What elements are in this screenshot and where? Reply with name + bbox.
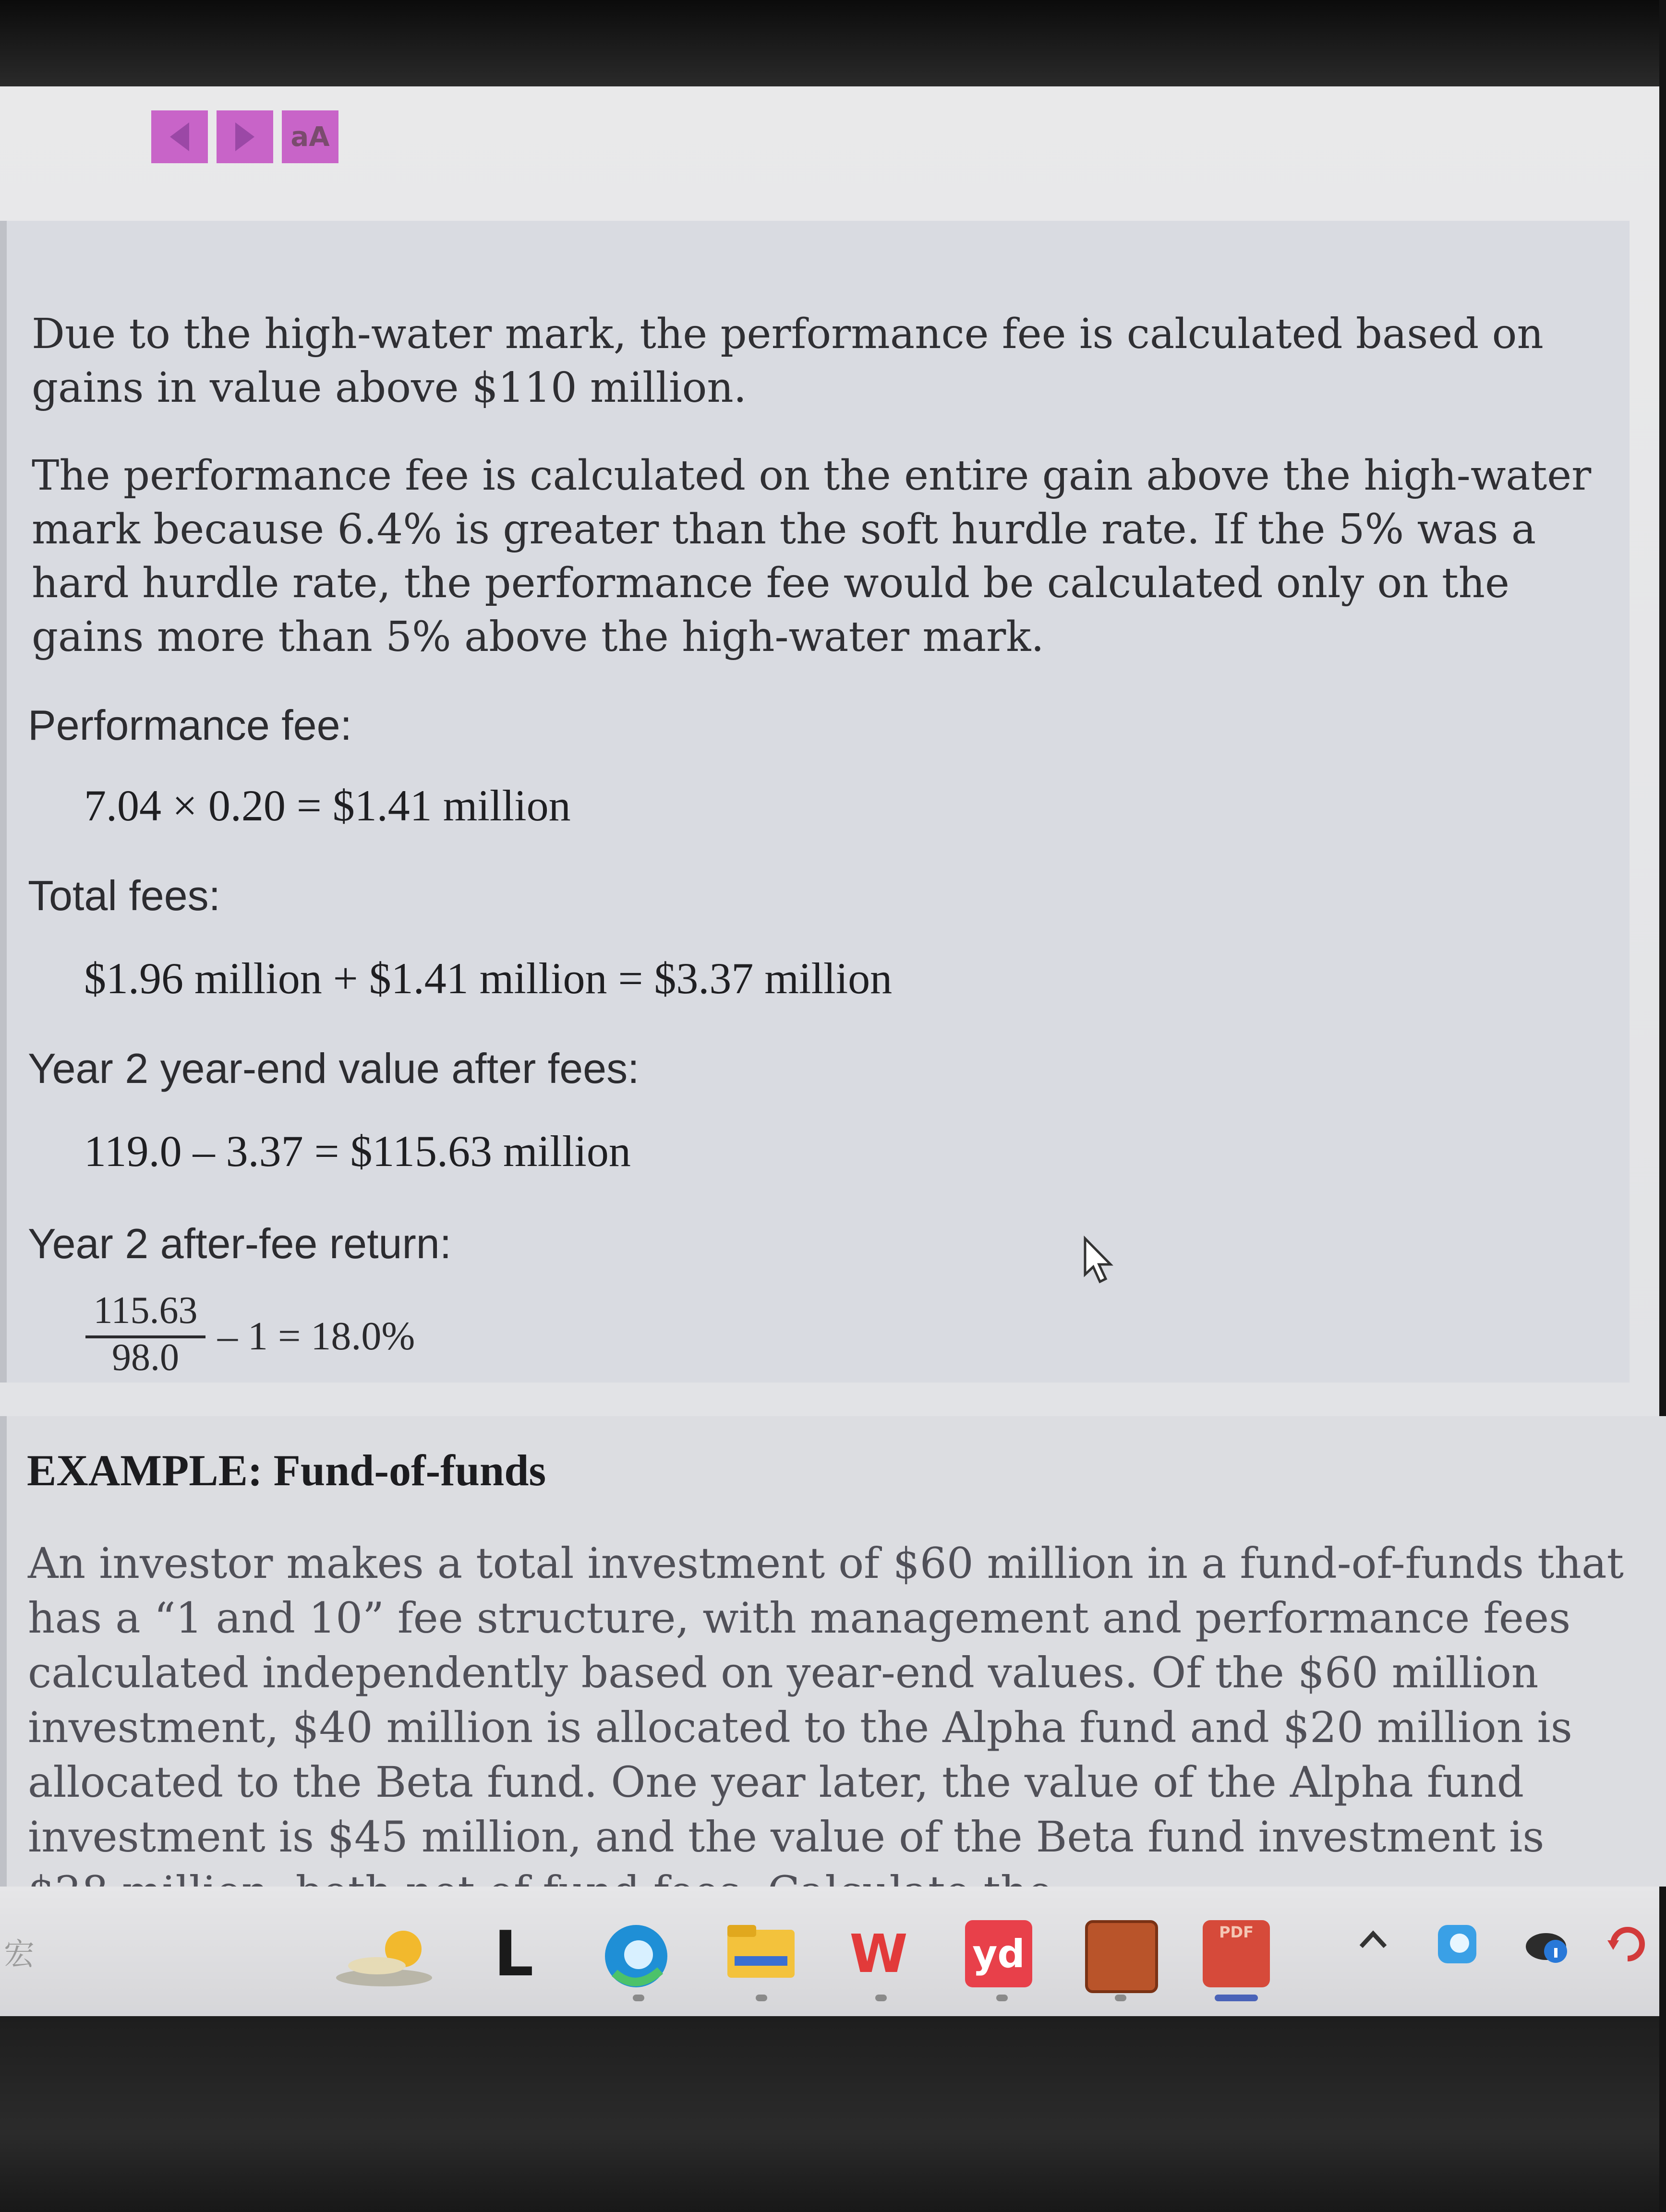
total-fees-calc: $1.96 million + $1.41 million = $3.37 million	[84, 954, 893, 1003]
refresh-app-icon[interactable]	[1604, 1920, 1652, 1968]
active-app-indicator	[1215, 1995, 1258, 2001]
taskbar-indicator	[1115, 1995, 1126, 2001]
font-size-button[interactable]	[282, 110, 338, 163]
sync-app-icon[interactable]	[1433, 1920, 1481, 1968]
return-numerator: 115.63	[85, 1289, 205, 1338]
weather-widget-icon[interactable]	[331, 1920, 437, 1992]
taskbar-indicator	[633, 1995, 644, 2001]
ime-indicator[interactable]: 宏	[4, 1937, 35, 1972]
paragraph-hurdle-rate: The performance fee is calculated on the entire gain above the high-water mark because 6.4% is greater than the soft hurdle rate. If the 5% was a hard hurdle rate, the performance fee would be calculated only on the gains more than 5% above the high-water mark.	[32, 452, 1592, 661]
taskbar	[0, 1887, 1659, 2016]
pdf-reader-icon[interactable]: PDF	[1203, 1920, 1270, 1987]
return-denominator: 98.0	[112, 1336, 179, 1379]
return-result: – 1 = 18.0%	[217, 1314, 415, 1358]
next-page-button[interactable]	[217, 110, 273, 163]
paragraph-high-water-mark: Due to the high-water mark, the performance fee is calculated based on gains in value above $110 million.	[32, 310, 1544, 412]
chevron-up-icon[interactable]	[1354, 1920, 1392, 1959]
performance-fee-label: Performance fee:	[28, 701, 352, 749]
total-fees-label: Total fees:	[28, 872, 221, 919]
example-title: EXAMPLE: Fund-of-funds	[27, 1446, 546, 1495]
monitor-bezel-top	[0, 0, 1659, 86]
youdao-dictionary-icon[interactable]: yd	[965, 1920, 1032, 1987]
image-viewer-icon[interactable]	[1085, 1920, 1158, 1993]
chevron-left-icon	[165, 120, 194, 154]
font-size-icon: aA	[290, 121, 330, 153]
mouse-cursor-icon	[1083, 1236, 1116, 1286]
app-l-icon[interactable]: L	[494, 1917, 534, 1990]
wps-office-icon[interactable]: W	[849, 1923, 908, 1984]
year2-value-calc: 119.0 – 3.37 = $115.63 million	[84, 1127, 631, 1176]
taskbar-indicator	[996, 1995, 1008, 2001]
taskbar-indicator	[756, 1995, 767, 2001]
chevron-right-icon	[230, 120, 259, 154]
file-explorer-icon[interactable]	[725, 1920, 797, 1983]
taskbar-indicator	[875, 1995, 887, 2001]
prev-page-button[interactable]	[151, 110, 208, 163]
year2-return-label: Year 2 after-fee return:	[28, 1220, 452, 1267]
example-body: An investor makes a total investment of $60 million in a fund-of-funds that has a “1 and 10” fee structure, with management and performance fees calculated independently based on year-end values. Of the $60 million investment, $40 million is allocated to the Alpha fund and $20 million is allocated to the Beta fund. One year later, the value of the Alpha fund investment is $45 million, and the value of the Beta fund investment is	[28, 1539, 1624, 1862]
performance-fee-calc: 7.04 × 0.20 = $1.41 million	[84, 781, 571, 830]
cloud-info-icon[interactable]	[1522, 1920, 1575, 1968]
reader-toolbar	[151, 110, 338, 163]
monitor-bezel-bottom	[0, 2016, 1659, 2212]
year2-value-label: Year 2 year-end value after fees:	[28, 1045, 640, 1092]
edge-browser-icon[interactable]	[600, 1920, 672, 1992]
